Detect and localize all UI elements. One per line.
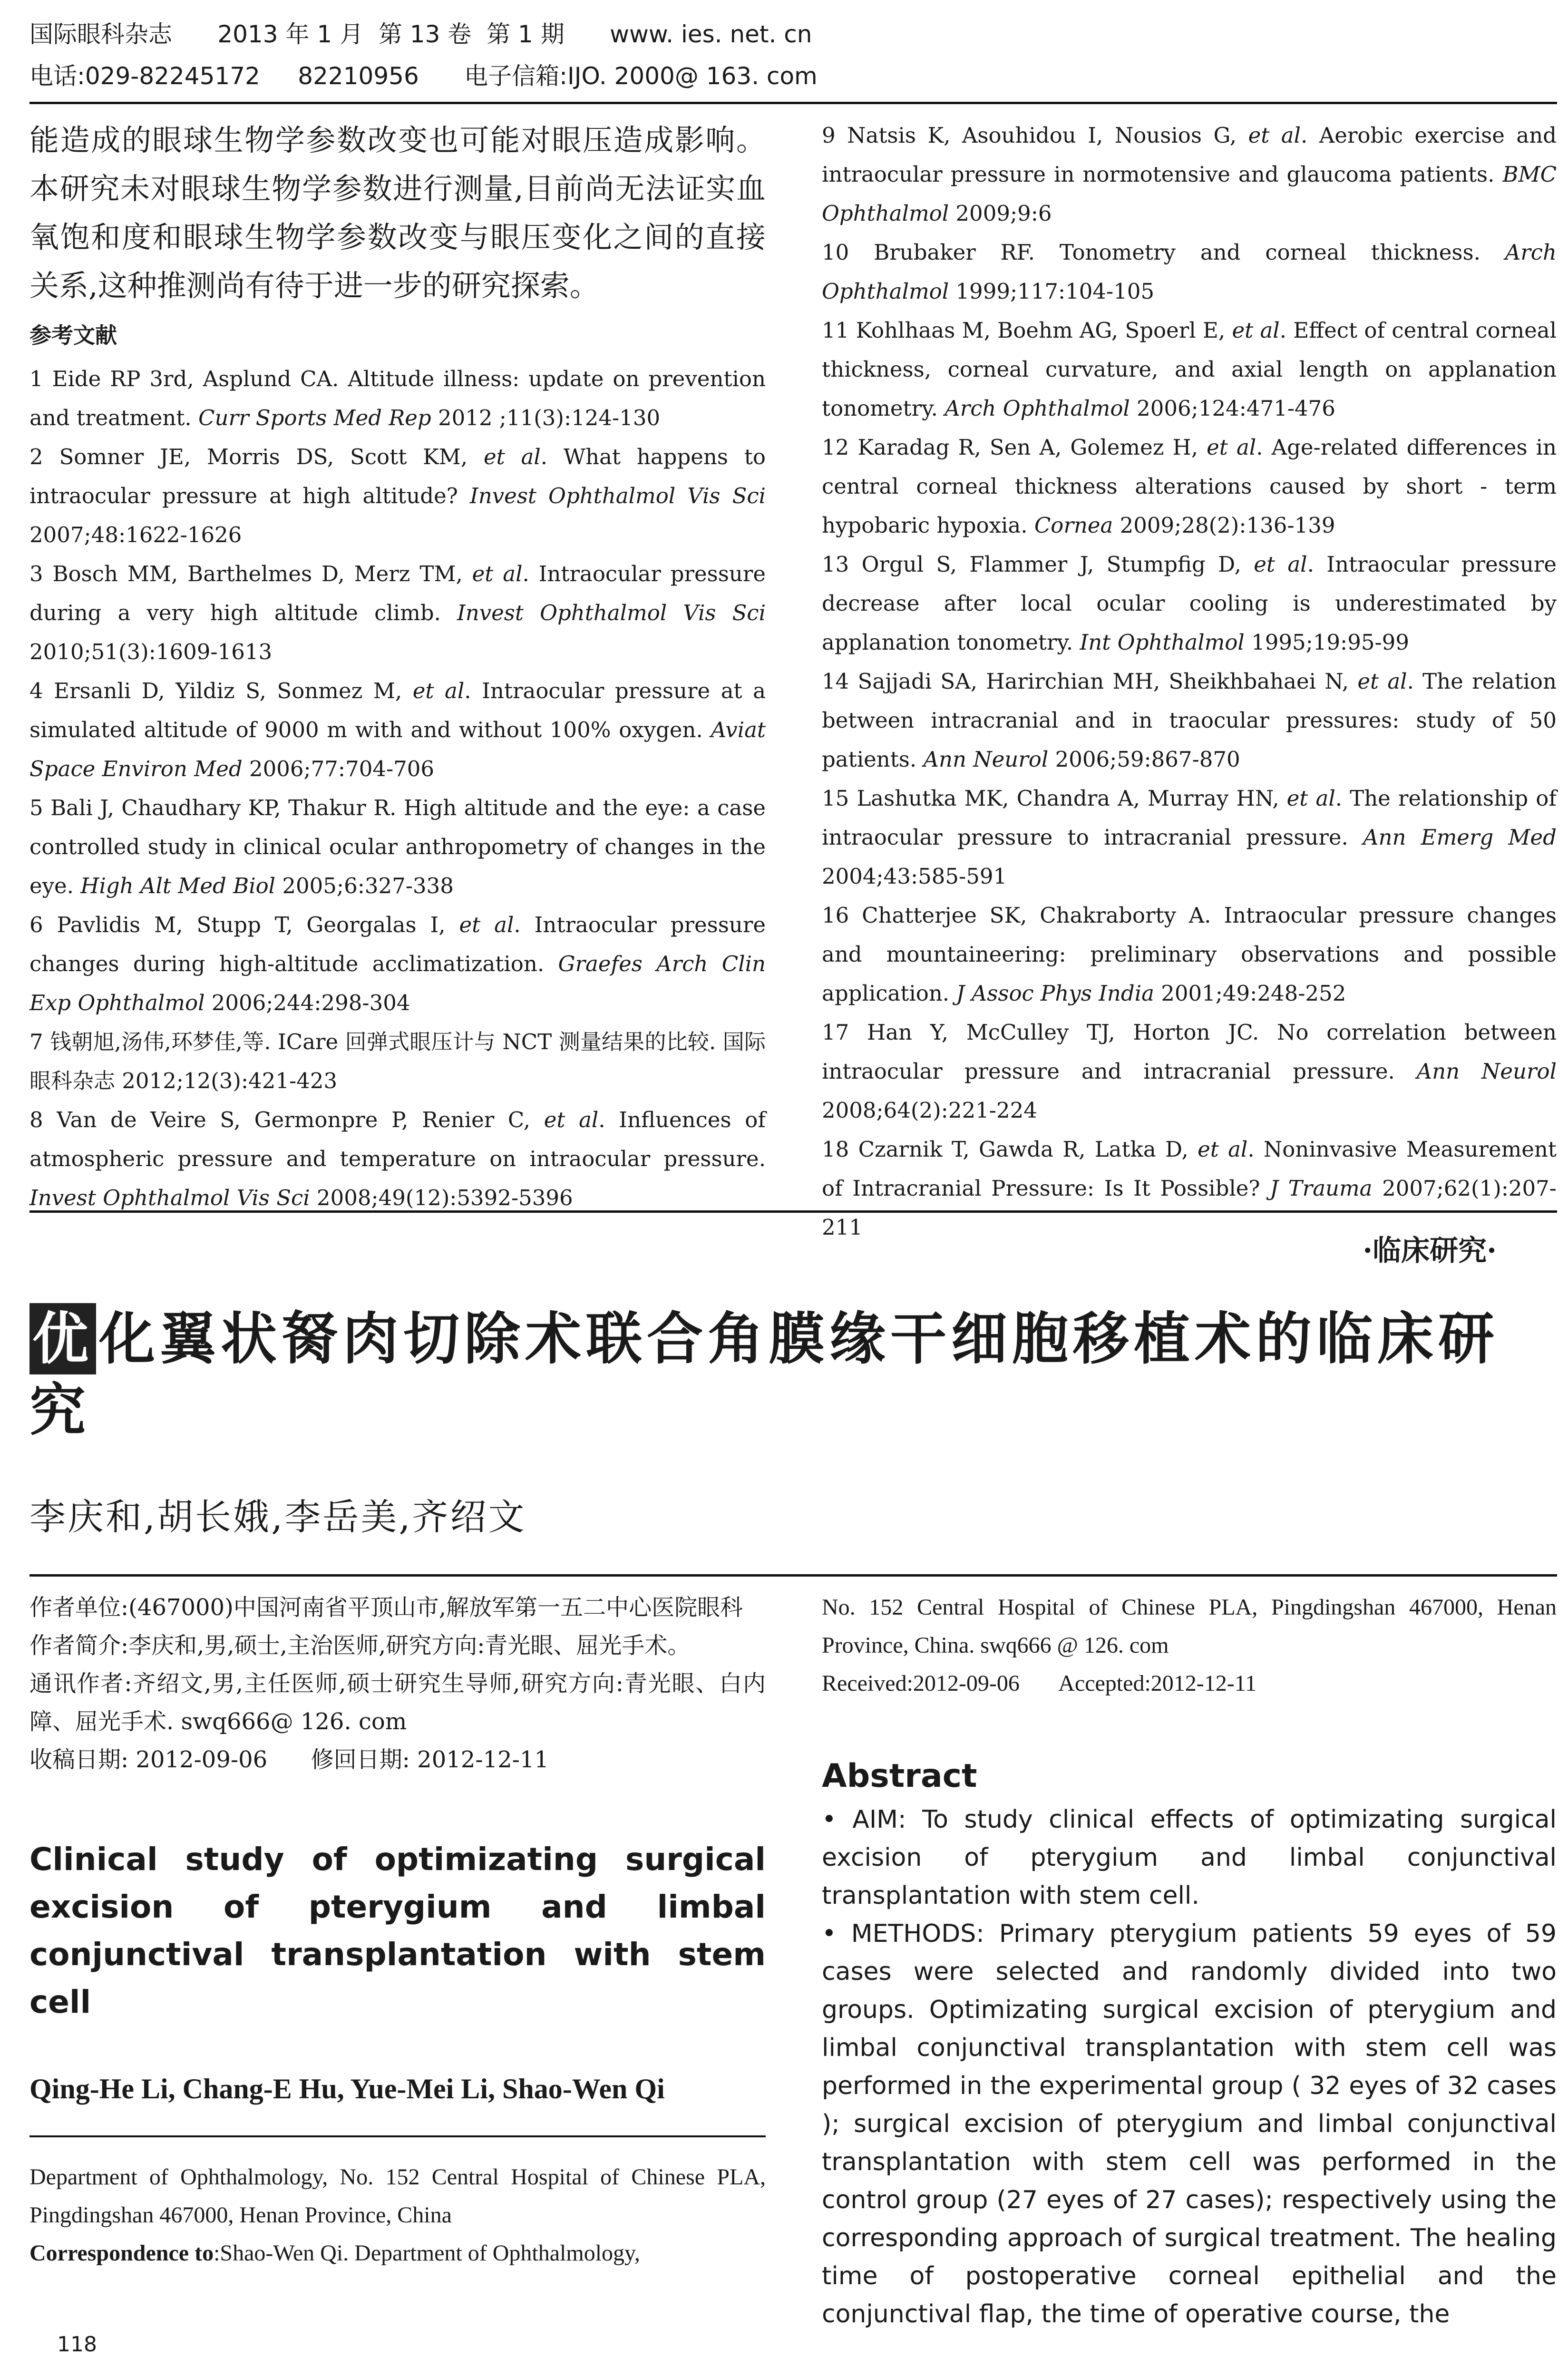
- reference-it: BMC Ophthalmol: [822, 162, 1557, 226]
- affiliation-rule: [29, 2135, 766, 2137]
- correspondence-en: :Shao-Wen Qi. Department of Ophthalmology,: [214, 2241, 640, 2266]
- reference-it2: et al: [1357, 669, 1407, 694]
- page-number: 118: [57, 2332, 97, 2357]
- reference-pre: 14 Sajjadi SA, Harirchian MH, Sheikhbahaei N,: [822, 669, 1358, 694]
- reference-pre: 2 Somner JE, Morris DS, Scott KM,: [29, 444, 484, 469]
- reference-mid: . The relation between intracranial and in traocular pressures: study of 50 patients.: [822, 669, 1557, 772]
- authors-en: Qing-He Li, Chang-E Hu, Yue-Mei Li, Shao-Wen Qi: [29, 2073, 665, 2104]
- reference-pre: 7 钱朝旭,汤伟,环梦佳,等. ICare 回弹式眼压计与 NCT 测量结果的比较. 国际眼科杂志 2012;12(3):421-423: [29, 1029, 766, 1093]
- reference-it2: et al: [483, 444, 541, 469]
- reference-mid: . Intraocular pressure at a simulated altitude of 9000 m with and without 100% oxygen.: [29, 678, 766, 742]
- reference-mid: . Aerobic exercise and intraocular pressure in normotensive and glaucoma patients.: [822, 123, 1557, 187]
- reference-post: 2007;62(1):207-211: [822, 1176, 1557, 1240]
- references-heading: 参考文献: [29, 322, 117, 348]
- reference-post: 2006;124:471-476: [1130, 396, 1335, 421]
- reference-item: [29, 672, 766, 789]
- reference-it2: et al: [472, 561, 523, 586]
- reference-mid: . Intraocular pressure during a very high altitude climb.: [29, 561, 766, 625]
- reference-mid: . Intraocular pressure changes during high-altitude acclimatization.: [29, 912, 766, 976]
- reference-it2: et al: [544, 1107, 599, 1132]
- abstract-aim: • AIM: To study clinical effects of optimizating surgical excision of pterygium and limbal conjunctival transplantation with stem cell.: [822, 1805, 1557, 1910]
- reference-pre: 17 Han Y, McCulley TJ, Horton JC. No correlation between intraocular pressure and intracranial pressure.: [822, 1020, 1557, 1084]
- author-profile-cn: 作者简介:李庆和,男,硕士,主治医师,研究方向:青光眼、屈光手术。: [29, 1632, 691, 1659]
- reference-pre: 6 Pavlidis M, Stupp T, Georgalas I,: [29, 912, 459, 937]
- issue-info: 2013 年 1 月 第 13 卷 第 1 期: [217, 20, 565, 48]
- reference-item: [822, 116, 1557, 233]
- article-title-cn: [29, 1303, 1557, 1446]
- abstract-methods: • METHODS: Primary pterygium patients 59 eyes of 59 cases were selected and randomly divided into two groups. Optimizating surgical excision of pterygium and limbal conjunctival transplantation with stem cell was performed in the experimental group ( 32 eyes of 32 cases ); surgical excision of pterygium and limbal conjunctival transplantation with stem cell was performed in the control group (27 eyes of 27 cases); respectively using the corresponding approach of surgical treatment. The healing time of postoperative corneal epithelial and the conjunctival flap, the time of operative course, the: [822, 1919, 1557, 2328]
- running-header-line1: [29, 19, 812, 49]
- reference-item: [29, 906, 766, 1023]
- journal-name: 国际眼科杂志: [29, 20, 172, 48]
- reference-it: High Alt Med Biol: [80, 873, 276, 898]
- title-rest: 化翼状胬肉切除术联合角膜缘干细胞移植术的临床研究: [29, 1306, 1500, 1443]
- reference-it: Ann Neurol: [1416, 1059, 1557, 1084]
- affiliation-en-text: Department of Ophthalmology, No. 152 Central Hospital of Chinese PLA, Pingdingshan 467000, Henan Province, China: [29, 2164, 766, 2228]
- reference-post: 2007;48:1622-1626: [29, 522, 242, 547]
- reference-pre: 15 Lashutka MK, Chandra A, Murray HN,: [822, 786, 1287, 811]
- reference-it2: et al: [1207, 435, 1256, 460]
- reference-post: 2001;49:248-252: [1154, 981, 1346, 1006]
- header-rule: [29, 102, 1557, 104]
- reference-post: 2009;9:6: [949, 201, 1052, 226]
- reference-post: 2008;64(2):221-224: [822, 1098, 1037, 1123]
- reference-item: [29, 360, 766, 438]
- authors-cn: 李庆和,胡长娥,李岳美,齐绍文: [29, 1496, 526, 1538]
- reference-post: 2005;6:327-338: [275, 873, 454, 898]
- reference-it2: et al: [412, 678, 465, 703]
- reference-pre: 13 Orgul S, Flammer J, Stumpfig D,: [822, 552, 1254, 577]
- continuation-paragraph: 能造成的眼球生物学参数改变也可能对眼压造成影响。本研究未对眼球生物学参数进行测量,目前尚无法证实血氧饱和度和眼球生物学参数改变与眼压变化之间的直接关系,这种推测尚有待于进一步的研究探索。: [29, 123, 766, 303]
- reference-pre: 12 Karadag R, Sen A, Golemez H,: [822, 435, 1207, 460]
- reference-it: Invest Ophthalmol Vis Sci: [457, 600, 766, 625]
- section-tag: ·临床研究·: [1363, 1234, 1497, 1267]
- reference-it2: et al: [459, 912, 514, 937]
- reference-it: Arch Ophthalmol: [822, 240, 1557, 304]
- reference-post: 2006;77:704-706: [242, 756, 435, 781]
- running-header-line2: [29, 61, 818, 91]
- reference-mid: . Effect of central corneal thickness, corneal curvature, and axial length on applanation tonometry.: [822, 318, 1557, 421]
- reference-pre: 1 Eide RP 3rd, Asplund CA. Altitude illness: update on prevention and treatment.: [29, 366, 766, 430]
- reference-mid: . Influences of atmospheric pressure and temperature on intraocular pressure.: [29, 1107, 766, 1171]
- correspondence-label: Correspondence to: [29, 2241, 214, 2266]
- reference-post: 1999;117:104-105: [949, 279, 1155, 304]
- reference-pre: 18 Czarnik T, Gawda R, Latka D,: [822, 1137, 1198, 1162]
- phone: 电话:029-82245172 82210956: [29, 62, 419, 90]
- bottom-left-column: [29, 1588, 766, 2272]
- reference-post: 2004;43:585-591: [822, 864, 1007, 889]
- reference-it2: et al: [1286, 786, 1335, 811]
- reference-pre: 8 Van de Veire S, Germonpre P, Renier C,: [29, 1107, 544, 1132]
- reference-post: 2006;244:298-304: [205, 990, 410, 1015]
- reference-item: [822, 1013, 1557, 1130]
- reference-pre: 3 Bosch MM, Barthelmes D, Merz TM,: [29, 561, 472, 586]
- reference-mid: . Noninvasive Measurement of Intracranial Pressure: Is It Possible?: [822, 1137, 1557, 1201]
- article-title-en: Clinical study of optimizating surgical excision of pterygium and limbal conjunctival transplantation with stem cell: [29, 1841, 766, 2020]
- reference-pre: 4 Ersanli D, Yildiz S, Sonmez M,: [29, 678, 413, 703]
- affiliation-cn: 作者单位:(467000)中国河南省平顶山市,解放军第一五二中心医院眼科: [29, 1594, 743, 1621]
- reference-pre: 5 Bali J, Chaudhary KP, Thakur R. High altitude and the eye: a case controlled study in clinical ocular anthropometry of changes in the eye.: [29, 795, 766, 898]
- reference-it: Ann Neurol: [923, 747, 1049, 772]
- reference-item: [822, 233, 1557, 311]
- affiliation-en: [29, 2158, 766, 2272]
- abstract-heading: Abstract: [822, 1757, 977, 1795]
- title-initial: 优: [29, 1303, 96, 1374]
- reference-item: [822, 662, 1557, 779]
- reference-item: [822, 428, 1557, 545]
- reference-post: 2006;59:867-870: [1048, 747, 1240, 772]
- reference-item: [29, 438, 766, 555]
- reference-mid: . Age-related differences in central corneal thickness alterations caused by short - term hypobaric hypoxia.: [822, 435, 1557, 538]
- reference-pre: 10 Brubaker RF. Tonometry and corneal thickness.: [822, 240, 1505, 265]
- reference-it: J Trauma: [1270, 1176, 1373, 1201]
- reference-mid: . What happens to intraocular pressure at high altitude?: [29, 444, 766, 508]
- reference-post: 2009;28(2):136-139: [1113, 513, 1335, 538]
- reference-mid: . The relationship of intraocular pressure to intracranial pressure.: [822, 786, 1557, 850]
- reference-it: Aviat Space Environ Med: [29, 717, 766, 781]
- reference-item: [29, 1023, 766, 1101]
- reference-it2: et al: [1254, 552, 1307, 577]
- reference-mid: . Intraocular pressure decrease after local ocular cooling is underestimated by applanation tonometry.: [822, 552, 1557, 655]
- reference-item: [822, 545, 1557, 662]
- reference-item: [822, 311, 1557, 428]
- bottom-right-column: [822, 1588, 1557, 2333]
- reference-it: Ann Emerg Med: [1363, 825, 1557, 850]
- reference-pre: 9 Natsis K, Asouhidou I, Nousios G,: [822, 123, 1248, 148]
- reference-item: [822, 779, 1557, 896]
- reference-item: [29, 1101, 766, 1218]
- top-right-column: [822, 116, 1557, 1247]
- reference-pre: 16 Chatterjee SK, Chakraborty A. Intraocular pressure changes and mountaineering: preliminary observations and possible application.: [822, 903, 1557, 1006]
- reference-it: J Assoc Phys India: [956, 981, 1154, 1006]
- reference-post: 1995;19:95-99: [1244, 630, 1409, 655]
- reference-it2: et al: [1248, 123, 1301, 148]
- received-dates-cn: 收稿日期: 2012-09-06 修回日期: 2012-12-11: [29, 1746, 549, 1773]
- reference-post: 2010;51(3):1609-1613: [29, 639, 273, 664]
- email: 电子信箱:IJO. 2000@ 163. com: [464, 62, 818, 90]
- reference-it: Curr Sports Med Rep: [198, 405, 431, 430]
- reference-it: Invest Ophthalmol Vis Sci: [469, 483, 766, 508]
- article-separator-rule: [29, 1210, 1557, 1213]
- reference-list-left: [29, 360, 766, 1218]
- website: www. ies. net. cn: [610, 20, 812, 48]
- reference-it: Int Ophthalmol: [1080, 630, 1245, 655]
- reference-it: Cornea: [1034, 513, 1113, 538]
- reference-post: 2012 ;11(3):124-130: [431, 405, 661, 430]
- correspondence-cn: 通讯作者:齐绍文,男,主任医师,硕士研究生导师,研究方向:青光眼、白内障、屈光手术. swq666@ 126. com: [29, 1670, 766, 1735]
- reference-it: Invest Ophthalmol Vis Sci: [29, 1185, 310, 1210]
- reference-it2: et al: [1198, 1137, 1248, 1162]
- reference-item: [29, 789, 766, 906]
- reference-item: [822, 896, 1557, 1013]
- reference-it: Arch Ophthalmol: [945, 396, 1130, 421]
- affiliation-en-continued: No. 152 Central Hospital of Chinese PLA, Pingdingshan 467000, Henan Province, China. swq666 @ 126. com: [822, 1595, 1557, 1658]
- reference-pre: 11 Kohlhaas M, Boehm AG, Spoerl E,: [822, 318, 1232, 343]
- top-left-column: [29, 116, 766, 1218]
- reference-item: [822, 1130, 1557, 1247]
- authors-rule: [29, 1574, 1557, 1577]
- reference-post: 2008;49(12):5392-5396: [310, 1185, 573, 1210]
- reference-list-right: [822, 116, 1557, 1247]
- received-dates-en: Received:2012-09-06 Accepted:2012-12-11: [822, 1671, 1256, 1696]
- reference-it2: et al: [1232, 318, 1280, 343]
- reference-item: [29, 555, 766, 672]
- reference-it: Graefes Arch Clin Exp Ophthalmol: [29, 951, 766, 1015]
